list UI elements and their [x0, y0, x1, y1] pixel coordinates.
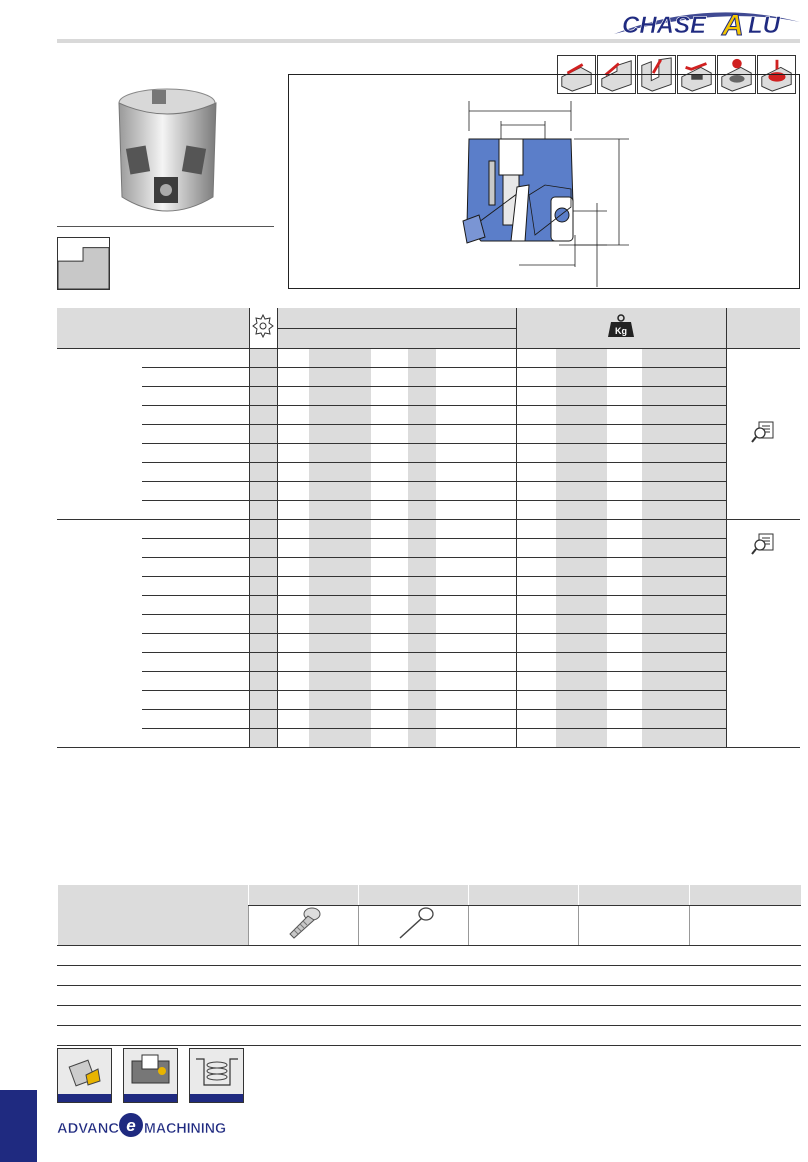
table-header-row [57, 308, 800, 328]
table-row [57, 424, 800, 443]
table-row [57, 386, 800, 405]
table-row [57, 557, 800, 576]
top-rule [57, 39, 800, 43]
svg-text:Kg: Kg [615, 326, 628, 337]
svg-text:e: e [126, 1116, 136, 1135]
svg-text:A: A [722, 9, 744, 38]
table-row [57, 690, 800, 709]
helical-milling-icon [189, 1048, 244, 1103]
insert-screw-icon [282, 906, 326, 940]
svg-text:CHASE: CHASE [622, 12, 707, 38]
parts-header-row [58, 885, 801, 905]
table-row [58, 1005, 801, 1025]
page-side-tab [0, 1090, 37, 1162]
zoom-detail-icon[interactable] [751, 420, 775, 444]
table-row [57, 367, 800, 386]
torx-key-icon [392, 906, 436, 940]
shoulder-type-icon [57, 237, 110, 290]
advance-machining-logo [57, 1112, 227, 1138]
table-row [57, 538, 800, 557]
table-row [57, 576, 800, 595]
technical-drawing-frame [288, 74, 800, 289]
svg-text:LU: LU [748, 12, 780, 38]
svg-text:MACHINING: MACHINING [144, 1120, 226, 1137]
table-row [58, 1025, 801, 1045]
photo-rule [57, 226, 274, 227]
table-row [58, 985, 801, 1005]
weight-kg-icon [607, 314, 635, 338]
table-row [57, 652, 800, 671]
table-row [57, 443, 800, 462]
insert-icon [57, 1048, 112, 1103]
table-row [58, 945, 801, 965]
table-row [57, 633, 800, 652]
feature-icons [57, 1048, 244, 1103]
spare-parts-table [57, 885, 801, 1046]
cutter-cross-section-drawing [289, 75, 799, 288]
table-row [57, 595, 800, 614]
table-row [57, 519, 800, 538]
table-row [58, 965, 801, 985]
zoom-detail-icon[interactable] [751, 532, 775, 556]
table-row [57, 348, 800, 367]
cutter-data-table [57, 308, 800, 748]
coolant-through-icon [123, 1048, 178, 1103]
table-row [57, 462, 800, 481]
table-row [57, 500, 800, 519]
table-row [57, 728, 800, 747]
table-row [57, 614, 800, 633]
table-row [57, 405, 800, 424]
chasealu-logo [612, 4, 802, 38]
table-row [57, 481, 800, 500]
table-row [57, 709, 800, 728]
teeth-count-icon [252, 313, 274, 339]
svg-text:ADVANC: ADVANC [57, 1120, 120, 1137]
product-photo [110, 85, 225, 220]
table-row [57, 671, 800, 690]
